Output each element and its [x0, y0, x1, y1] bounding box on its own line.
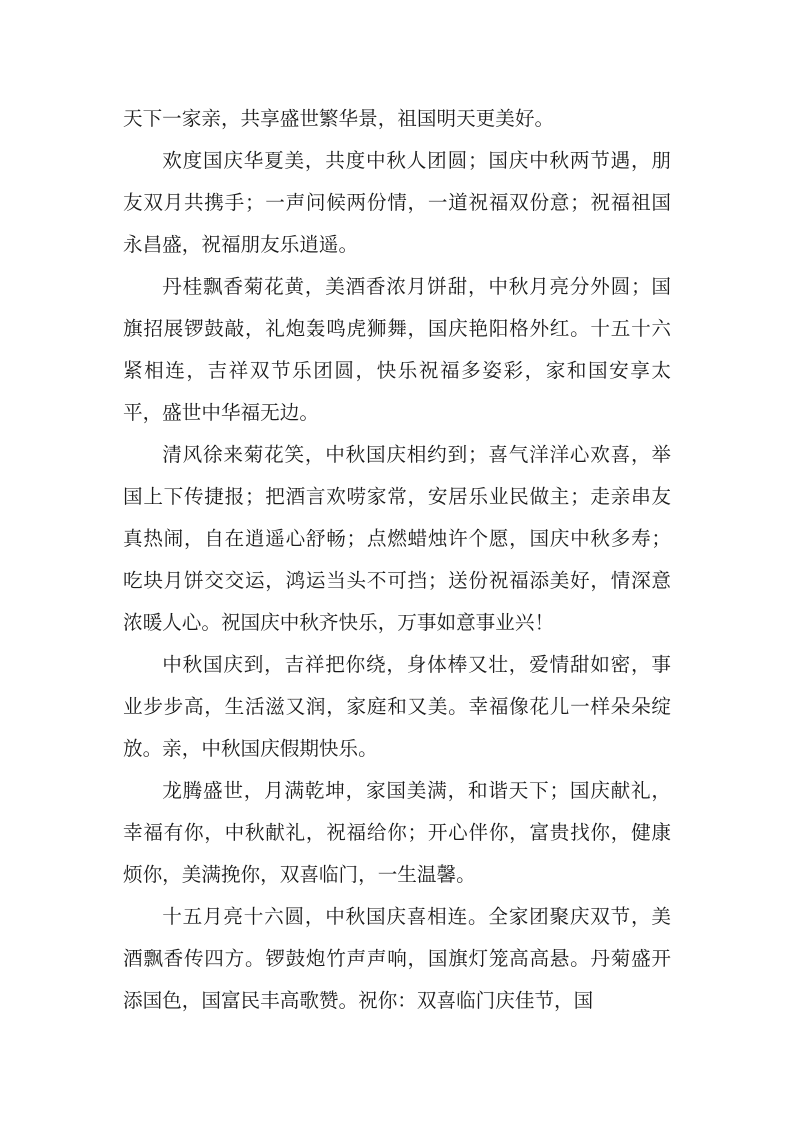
paragraph: 清风徐来菊花笑，中秋国庆相约到；喜气洋洋心欢喜，举国上下传捷报；把酒言欢唠家常，安居乐业民做主；走亲串友真热闹，自在逍遥心舒畅；点燃蜡烛许个愿，国庆中秋多寿；吃块月饼交交运，鸿运当头不可挡；送份祝福添美好，情深意浓暖人心。祝国庆中秋齐快乐，万事如意事业兴！	[123, 443, 671, 634]
document-body	[123, 98, 671, 1022]
paragraph: 丹桂飘香菊花黄，美酒香浓月饼甜，中秋月亮分外圆；国旗招展锣鼓敲，礼炮轰鸣虎狮舞，国庆艳阳格外红。十五十六紧相连，吉祥双节乐团圆，快乐祝福多姿彩，家和国安享太平，盛世中华福无边。	[123, 275, 671, 424]
paragraph: 龙腾盛世，月满乾坤，家国美满，和谐天下；国庆献礼，幸福有你，中秋献礼，祝福给你；开心伴你，富贵找你，健康烦你，美满挽你，双喜临门，一生温馨。	[123, 779, 671, 886]
paragraph-continuation: 天下一家亲，共享盛世繁华景，祖国明天更美好。	[123, 107, 555, 130]
paragraph: 中秋国庆到，吉祥把你绕，身体棒又壮，爱情甜如密，事业步步高，生活滋又润，家庭和又美。幸福像花儿一样朵朵绽放。亲，中秋国庆假期快乐。	[123, 653, 671, 760]
paragraph: 十五月亮十六圆，中秋国庆喜相连。全家团聚庆双节，美酒飘香传四方。锣鼓炮竹声声响，国旗灯笼高高悬。丹菊盛开添国色，国富民丰高歌赞。祝你：双喜临门庆佳节，国	[123, 905, 671, 1012]
paragraph: 欢度国庆华夏美，共度中秋人团圆；国庆中秋两节遇，朋友双月共携手；一声问候两份情，一道祝福双份意；祝福祖国永昌盛，祝福朋友乐逍遥。	[123, 149, 671, 256]
